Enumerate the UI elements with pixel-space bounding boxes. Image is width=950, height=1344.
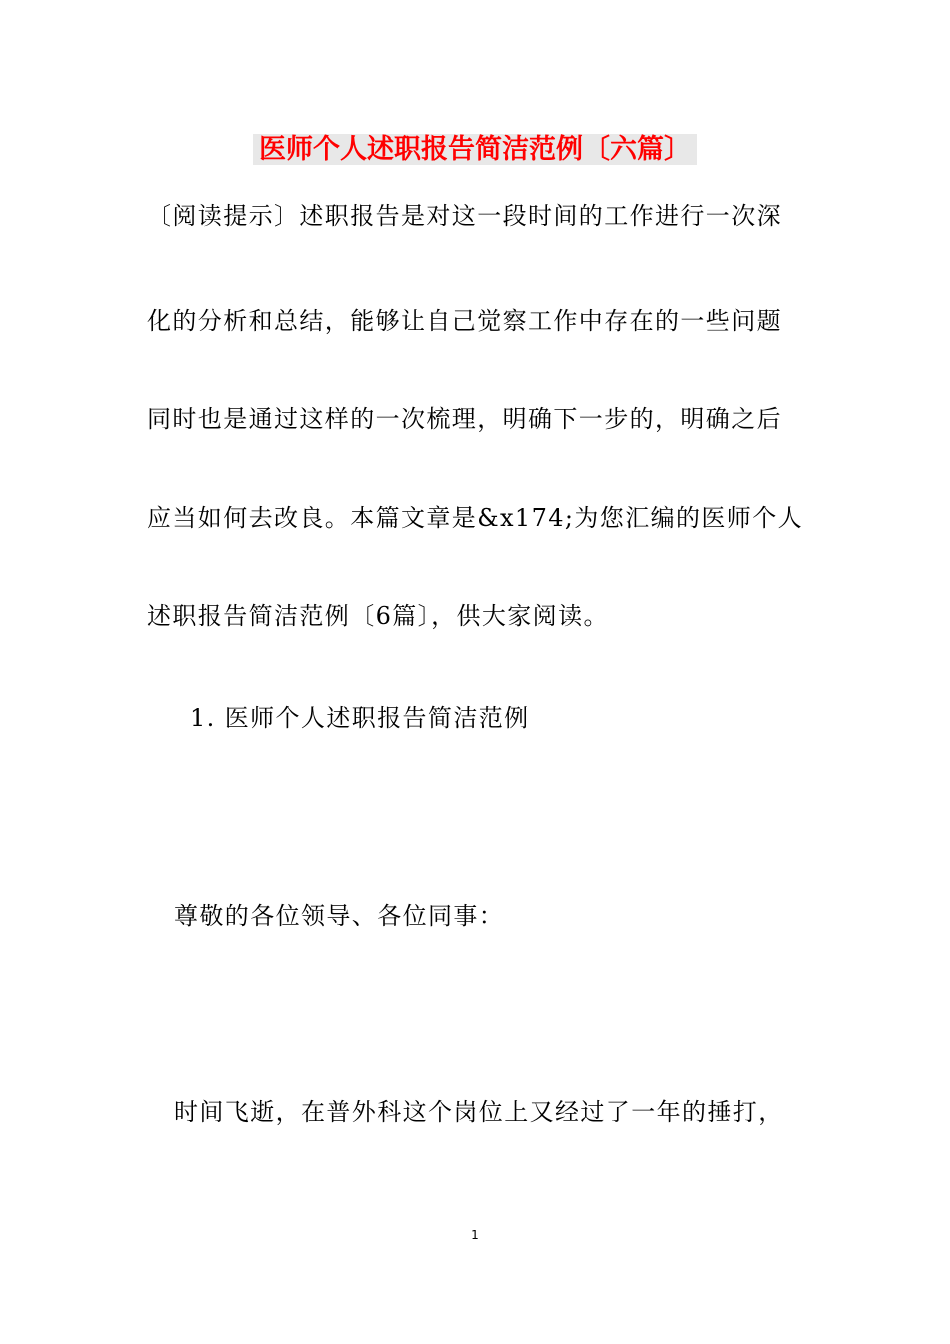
intro-line-3: 同时也是通过这样的一次梳理，明确下一步的，明确之后: [147, 405, 782, 433]
intro-line-2: 化的分析和总结，能够让自己觉察工作中存在的一些问题: [147, 307, 782, 335]
body-paragraph-line: 时间飞逝，在普外科这个岗位上又经过了一年的捶打，: [174, 1098, 784, 1126]
page-number: 1: [471, 1228, 479, 1242]
document-title-text: 医师个人述职报告简洁范例〔六篇〕: [253, 134, 697, 165]
intro-line-4: 应当如何去改良。本篇文章是&x174;为您汇编的医师个人: [147, 504, 803, 532]
intro-line-5: 述职报告简洁范例〔6篇〕，供大家阅读。: [147, 602, 609, 630]
intro-line-1: 〔阅读提示〕述职报告是对这一段时间的工作进行一次深: [147, 202, 782, 230]
document-title: [0, 128, 950, 172]
section-heading: 1. 医师个人述职报告简洁范例: [190, 704, 530, 732]
salutation: 尊敬的各位领导、各位同事：: [174, 902, 505, 930]
